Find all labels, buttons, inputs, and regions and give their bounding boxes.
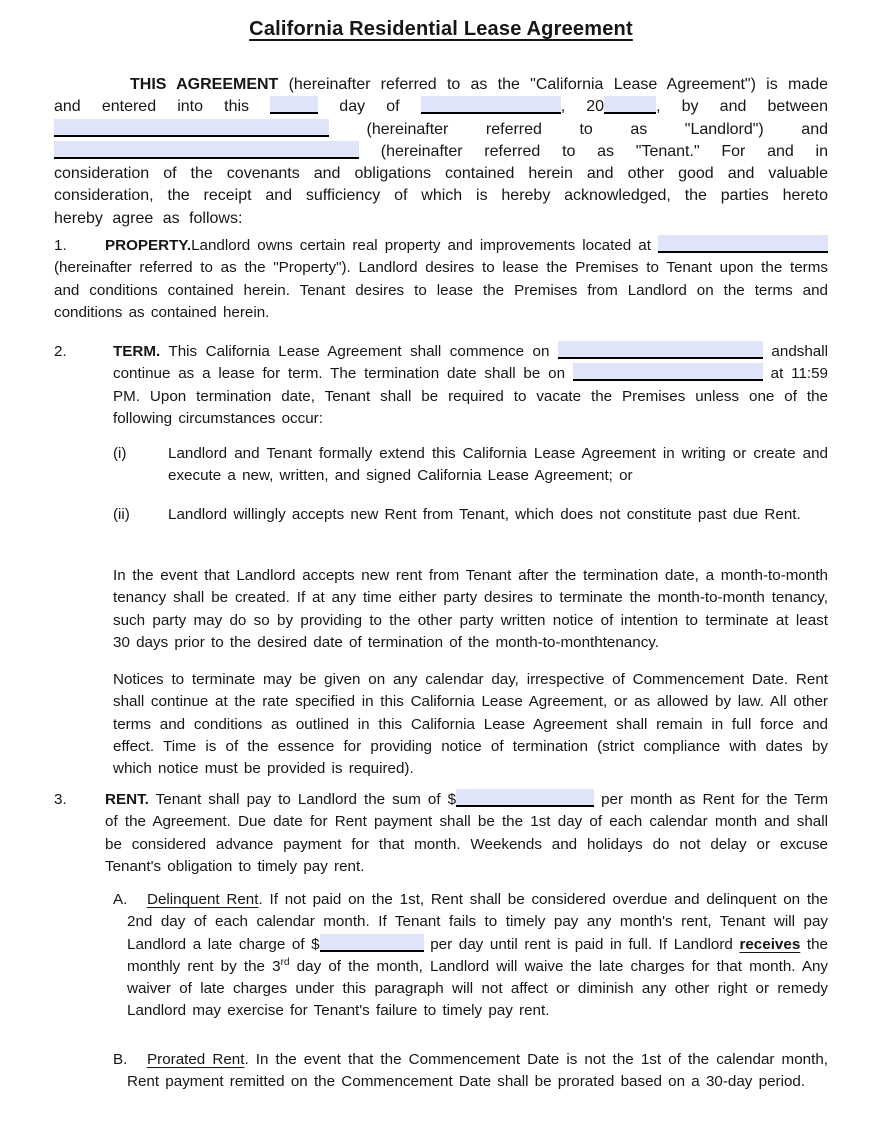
term-item-i-marker: (i) [113,445,127,462]
delinquent-text-4: day of the month, Landlord will waive the late charges for that month. Any waiver of late charges under this paragraph will not affect or diminish any other right or remedy Landlord may exercise for Tenant's failure to timely pay rent. [127,957,828,1020]
section-property [54,235,828,325]
landlord-name-blank-field[interactable] [54,119,329,137]
prorated-rent-marker: B. [113,1051,128,1068]
monthly-rent-amount-blank-field[interactable] [456,789,594,807]
document-title: California Residential Lease Agreement [249,18,633,40]
property-text-2: (hereinafter referred to as the "Property"). Landlord desires to lease the Premises to Tenant upon the terms and conditions contained herein. Tenant desires to lease the Premises from Landlord on the terms and conditions as contained herein. [54,259,828,321]
termination-date-blank-field[interactable] [573,363,763,381]
opening-text-4: , by and between [656,98,828,116]
month-blank-field[interactable] [421,96,561,114]
prorated-text-1: . In the event that the Commencement Date is not the 1st of the calendar month, Rent payment remitted on the Commencement Date shall be prorated based on a 30-day period. [127,1051,828,1091]
year-blank-field[interactable] [604,96,656,114]
opening-paragraph [54,74,828,231]
section-property-heading: PROPERTY. [105,237,192,254]
term-item-ii-text: Landlord willingly accepts new Rent from Tenant, which does not constitute past due Rent. [168,506,801,523]
rent-text-1: Tenant shall pay to Landlord the sum of $ [148,791,457,808]
term-item-i-text: Landlord and Tenant formally extend this California Lease Agreement in writing or create and execute a new, written, and signed California Lease Agreement; or [168,445,828,485]
month-to-month-paragraph: In the event that Landlord accepts new rent from Tenant after the termination date, a month-to-month tenancy shall be created. If at any time either party desires to terminate the month-to-month tenancy, such party may do so by providing to the other party written notice of intention to terminate at least 30 days prior to the desired date of termination of the month-to-monthtenancy. [113,567,828,651]
prorated-rent-heading: Prorated Rent [147,1051,245,1068]
term-text-1: This California Lease Agreement shall commence on [160,343,558,360]
third-ordinal-suffix: rd [280,956,290,968]
section-rent [54,789,828,879]
late-charge-blank-field[interactable] [320,934,424,952]
delinquent-text-1: . If not paid on the 1st, Rent shall be considered overdue and delinquent on the 2nd day of each calendar month. If Tenant fails to timely pay any month's rent, Tenant will pay Landlord a late charge of $ [127,891,828,953]
commencement-date-blank-field[interactable] [558,341,763,359]
section-term [54,341,828,431]
section-term-heading: TERM. [113,343,161,360]
delinquent-text-3: the monthly rent by the 3 [127,935,828,975]
section-rent-number: 3. [54,791,67,808]
delinquent-rent-marker: A. [113,891,128,908]
delinquent-rent-heading: Delinquent Rent [147,891,259,908]
term-item-ii-marker: (ii) [113,506,130,523]
term-item-i [113,443,828,488]
prorated-rent-clause [113,1049,828,1117]
section-term-number: 2. [54,343,67,360]
opening-text-2: day of [318,98,421,116]
section-rent-heading: RENT. [105,791,149,808]
opening-text-5: (hereinafter referred to as "Landlord") and [329,120,828,138]
receives-emphasis: receives [739,935,801,953]
day-of-month-blank-field[interactable] [270,96,318,114]
opening-text-6: (hereinafter referred to as "Tenant." For and in consideration of the covenants and obligations contained herein and other good and valuable consideration, the receipt and sufficiency of which is hereby acknowledged, the parties hereto hereby agree as follows: [54,142,828,227]
property-address-blank-field[interactable] [658,235,828,253]
property-text-1: Landlord owns certain real property and improvements located at [191,237,658,254]
opening-text-1: (hereinafter referred to as the "California Lease Agreement") is made and entered into this [54,76,829,116]
rent-text-2: per month as Rent for the Term of the Agreement. Due date for Rent payment shall be the 1st day of each calendar month and shall be considered advance payment for that month. Weekends and holidays do not delay or excuse Tenant's obligation to timely pay rent. [105,791,828,875]
term-item-ii [113,504,828,549]
opening-text-3: , 20 [560,98,605,116]
tenant-name-blank-field[interactable] [54,141,359,159]
delinquent-text-2: per day until rent is paid in full. If Landlord [423,935,740,953]
term-text-3: at 11:59 PM. Upon termination date, Tenant shall be required to vacate the Premises unless one of the following circumstances occur: [113,365,829,427]
section-property-number: 1. [54,237,67,254]
delinquent-rent-clause [113,889,828,1023]
agreement-lead-bold: THIS AGREEMENT [130,76,279,93]
notices-paragraph: Notices to terminate may be given on any calendar day, irrespective of Commencement Date. Rent shall continue at the rate specified in this California Lease Agreement, or as allowed by law. All other terms and conditions as outlined in this California Lease Agreement shall remain in full force and effect. Time is of the essence for providing notice of termination (strict compliance with dates by which notice must be provided is required). [113,671,828,778]
term-text-2: andshall continue as a lease for term. The termination date shall be on [113,343,828,383]
